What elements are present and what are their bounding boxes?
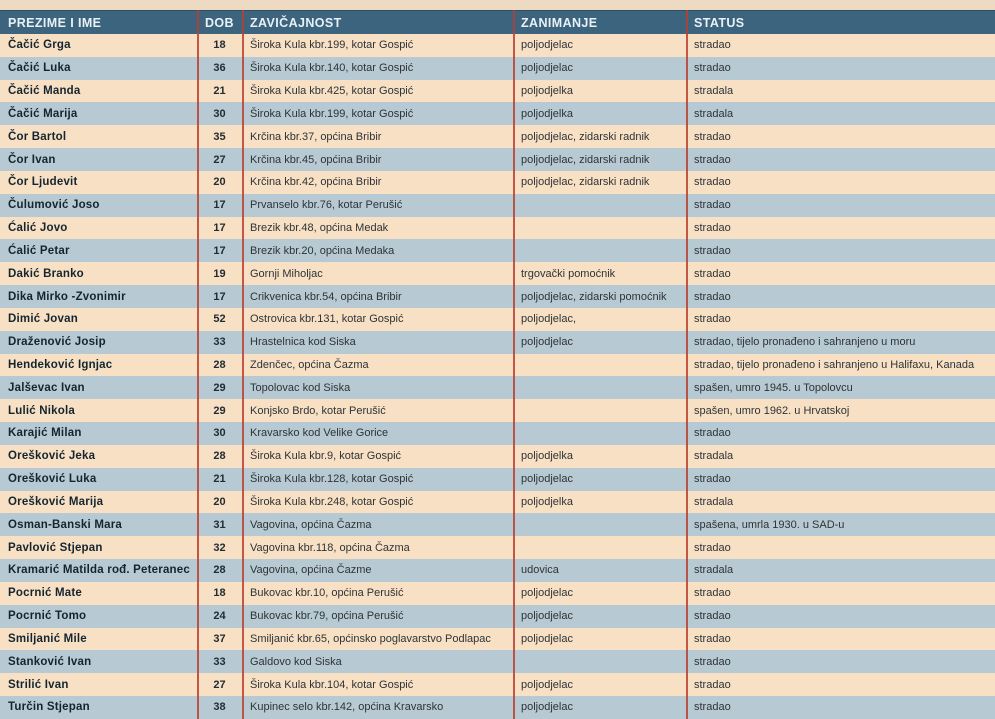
cell-name: Hendeković Ignjac bbox=[8, 359, 113, 371]
cell-origin: Bukovac kbr.79, općina Perušić bbox=[250, 610, 404, 623]
cell-name: Karajić Milan bbox=[8, 427, 82, 440]
cell-occupation bbox=[513, 422, 686, 445]
cell-status: stradao, tijelo pronađeno i sahranjeno u Halifaxu, Kanada bbox=[694, 359, 975, 371]
cell-name: Dimić Jovan bbox=[8, 313, 78, 326]
cell-status: stradao bbox=[694, 199, 731, 212]
cell-status: stradao bbox=[694, 153, 731, 166]
cell-occupation bbox=[513, 376, 686, 399]
table-row bbox=[0, 217, 995, 240]
cell-status: stradao bbox=[694, 130, 731, 143]
cell-age: 18 bbox=[213, 39, 226, 52]
table-row bbox=[0, 102, 995, 125]
column-header-zavicajnost: ZAVIČAJNOST bbox=[250, 15, 342, 30]
cell-age: 30 bbox=[213, 427, 226, 440]
cell-origin: Hrastelnica kod Siska bbox=[250, 336, 356, 349]
cell-name: Kramarić Matilda rođ. Peteranec bbox=[8, 564, 190, 577]
cell-name: Dakić Branko bbox=[8, 267, 84, 280]
cell-name: Turčin Stjepan bbox=[8, 701, 90, 714]
cell-status: stradao bbox=[694, 267, 731, 280]
cell-status: stradala bbox=[694, 85, 734, 98]
cell-occupation: poljodjelka bbox=[521, 495, 573, 508]
cell-age: 18 bbox=[213, 587, 226, 600]
cell-occupation: poljodjelac bbox=[521, 587, 573, 600]
cell-status: stradala bbox=[694, 495, 734, 508]
cell-status: stradao bbox=[694, 222, 731, 235]
table-row bbox=[0, 673, 995, 696]
column-header-status: STATUS bbox=[694, 15, 745, 30]
cell-name: Osman-Banski Mara bbox=[8, 518, 122, 531]
cell-occupation bbox=[513, 536, 686, 559]
table-row bbox=[0, 125, 995, 148]
table-header bbox=[0, 10, 995, 34]
table-row bbox=[0, 605, 995, 628]
cell-status: stradao bbox=[694, 290, 731, 303]
cell-occupation: poljodjelac bbox=[521, 701, 573, 714]
cell-age: 17 bbox=[213, 290, 226, 303]
cell-occupation: poljodjelac, zidarski radnik bbox=[521, 176, 650, 189]
cell-name: Draženović Josip bbox=[8, 336, 106, 349]
cell-occupation: udovica bbox=[521, 564, 559, 577]
cell-name: Čačić Manda bbox=[8, 85, 81, 98]
cell-occupation bbox=[513, 217, 686, 240]
cell-age: 28 bbox=[213, 564, 226, 577]
cell-occupation bbox=[513, 354, 686, 377]
cell-origin: Široka Kula kbr.199, kotar Gospić bbox=[250, 107, 414, 120]
cell-occupation: poljodjelac bbox=[521, 632, 573, 645]
cell-occupation: poljodjelac bbox=[521, 610, 573, 623]
cell-status: stradala bbox=[694, 450, 734, 463]
cell-origin: Topolovac kod Siska bbox=[250, 381, 351, 394]
cell-origin: Široka Kula kbr.248, kotar Gospić bbox=[250, 495, 414, 508]
cell-status: stradao bbox=[694, 39, 731, 52]
table-row bbox=[0, 468, 995, 491]
table-row bbox=[0, 285, 995, 308]
cell-age: 33 bbox=[213, 655, 226, 668]
cell-age: 29 bbox=[213, 404, 226, 417]
cell-status: stradao bbox=[694, 473, 731, 486]
cell-name: Strilić Ivan bbox=[8, 678, 69, 691]
cell-age: 31 bbox=[213, 518, 226, 531]
cell-age: 30 bbox=[213, 107, 226, 120]
cell-origin: Smiljanić kbr.65, općinsko poglavarstvo Podlapac bbox=[250, 632, 491, 645]
cell-status: stradao bbox=[694, 62, 731, 75]
table-row bbox=[0, 34, 995, 57]
cell-name: Čor Ivan bbox=[8, 153, 56, 166]
table-row bbox=[0, 80, 995, 103]
cell-status: spašen, umro 1962. u Hrvatskoj bbox=[694, 404, 850, 417]
table-row bbox=[0, 582, 995, 605]
cell-name: Čor Bartol bbox=[8, 130, 67, 143]
cell-origin: Krčina kbr.45, općina Bribir bbox=[250, 153, 382, 166]
cell-occupation: poljodjelac bbox=[521, 62, 573, 75]
cell-origin: Široka Kula kbr.199, kotar Gospić bbox=[250, 39, 414, 52]
cell-age: 20 bbox=[213, 176, 226, 189]
page-top-margin bbox=[0, 0, 995, 10]
cell-status: stradala bbox=[694, 564, 734, 577]
cell-name: Orešković Marija bbox=[8, 495, 104, 508]
cell-status: stradao bbox=[694, 678, 731, 691]
table-row bbox=[0, 354, 995, 377]
cell-origin: Krčina kbr.37, općina Bribir bbox=[250, 130, 382, 143]
cell-origin: Krčina kbr.42, općina Bribir bbox=[250, 176, 382, 189]
table-row bbox=[0, 696, 995, 719]
cell-occupation: poljodjelac, bbox=[521, 313, 577, 326]
table-row bbox=[0, 148, 995, 171]
table-row bbox=[0, 239, 995, 262]
cell-origin: Široka Kula kbr.128, kotar Gospić bbox=[250, 473, 414, 486]
cell-name: Lulić Nikola bbox=[8, 404, 75, 417]
cell-age: 20 bbox=[213, 495, 226, 508]
cell-status: stradao bbox=[694, 701, 731, 714]
cell-age: 21 bbox=[213, 473, 226, 486]
cell-origin: Vagovina, općina Čazma bbox=[250, 518, 372, 531]
cell-status: stradao bbox=[694, 610, 731, 623]
cell-age: 17 bbox=[213, 199, 226, 212]
cell-age: 29 bbox=[213, 381, 226, 394]
cell-age: 21 bbox=[213, 85, 226, 98]
cell-status: stradao bbox=[694, 541, 731, 554]
cell-name: Pavlović Stjepan bbox=[8, 541, 103, 554]
table-row bbox=[0, 399, 995, 422]
cell-origin: Kravarsko kod Velike Gorice bbox=[250, 427, 389, 440]
cell-occupation bbox=[513, 399, 686, 422]
cell-occupation bbox=[513, 194, 686, 217]
cell-age: 38 bbox=[213, 701, 226, 714]
table-row bbox=[0, 57, 995, 80]
cell-status: stradao bbox=[694, 313, 731, 326]
column-header-prezime-i-ime: PREZIME I IME bbox=[8, 15, 102, 30]
cell-age: 36 bbox=[213, 62, 226, 75]
cell-age: 27 bbox=[213, 678, 226, 691]
cell-age: 27 bbox=[213, 153, 226, 166]
cell-origin: Zdenčec, općina Čazma bbox=[250, 359, 369, 371]
cell-name: Ćalić Jovo bbox=[8, 222, 68, 235]
cell-occupation: poljodjelac bbox=[521, 473, 573, 486]
column-header-dob: DOB bbox=[205, 15, 234, 30]
table-row bbox=[0, 171, 995, 194]
cell-occupation: poljodjelac, zidarski pomoćnik bbox=[521, 290, 667, 303]
cell-occupation bbox=[513, 513, 686, 536]
cell-name: Čor Ljudevit bbox=[8, 176, 78, 189]
cell-age: 19 bbox=[213, 267, 226, 280]
table-row bbox=[0, 650, 995, 673]
cell-name: Čačić Grga bbox=[8, 39, 71, 52]
table-row bbox=[0, 536, 995, 559]
cell-name: Orešković Luka bbox=[8, 473, 97, 486]
cell-status: spašen, umro 1945. u Topolovcu bbox=[694, 381, 853, 394]
cell-origin: Kupinec selo kbr.142, općina Kravarsko bbox=[250, 701, 444, 714]
cell-name: Čačić Luka bbox=[8, 62, 71, 75]
cell-origin: Galdovo kod Siska bbox=[250, 655, 342, 668]
cell-occupation: poljodjelka bbox=[521, 107, 573, 120]
cell-age: 28 bbox=[213, 359, 226, 371]
cell-age: 33 bbox=[213, 336, 226, 349]
cell-origin: Prvanselo kbr.76, kotar Perušić bbox=[250, 199, 403, 212]
cell-occupation: poljodjelka bbox=[521, 85, 573, 98]
cell-name: Dika Mirko -Zvonimir bbox=[8, 290, 126, 303]
cell-status: stradala bbox=[694, 107, 734, 120]
table-row bbox=[0, 331, 995, 354]
cell-origin: Crikvenica kbr.54, općina Bribir bbox=[250, 290, 402, 303]
table-row bbox=[0, 559, 995, 582]
table-row bbox=[0, 445, 995, 468]
cell-name: Jalševac Ivan bbox=[8, 381, 85, 394]
cell-occupation: trgovački pomoćnik bbox=[521, 267, 616, 280]
table-row bbox=[0, 513, 995, 536]
cell-status: stradao bbox=[694, 587, 731, 600]
cell-origin: Široka Kula kbr.104, kotar Gospić bbox=[250, 678, 414, 691]
cell-age: 37 bbox=[213, 632, 226, 645]
table-body bbox=[0, 34, 995, 719]
cell-name: Čačić Marija bbox=[8, 107, 78, 120]
cell-origin: Vagovina kbr.118, općina Čazma bbox=[250, 541, 410, 554]
table-row bbox=[0, 194, 995, 217]
cell-origin: Gornji Miholjac bbox=[250, 267, 323, 280]
table-row bbox=[0, 422, 995, 445]
cell-name: Pocrnić Mate bbox=[8, 587, 82, 600]
cell-occupation: poljodjelac bbox=[521, 678, 573, 691]
cell-occupation bbox=[513, 650, 686, 673]
cell-origin: Široka Kula kbr.9, kotar Gospić bbox=[250, 450, 402, 463]
cell-status: stradao bbox=[694, 655, 731, 668]
cell-name: Ćalić Petar bbox=[8, 244, 70, 257]
table-row bbox=[0, 308, 995, 331]
cell-age: 28 bbox=[213, 450, 226, 463]
cell-occupation bbox=[513, 239, 686, 262]
cell-name: Orešković Jeka bbox=[8, 450, 96, 463]
cell-origin: Bukovac kbr.10, općina Perušić bbox=[250, 587, 404, 600]
cell-origin: Široka Kula kbr.425, kotar Gospić bbox=[250, 85, 414, 98]
cell-status: stradao bbox=[694, 632, 731, 645]
cell-occupation: poljodjelac, zidarski radnik bbox=[521, 153, 650, 166]
cell-status: stradao bbox=[694, 176, 731, 189]
table-row bbox=[0, 491, 995, 514]
cell-status: stradao bbox=[694, 244, 731, 257]
cell-origin: Vagovina, općina Čazme bbox=[250, 564, 372, 577]
cell-name: Čulumović Joso bbox=[8, 199, 100, 212]
cell-occupation: poljodjelac, zidarski radnik bbox=[521, 130, 650, 143]
table-row bbox=[0, 376, 995, 399]
cell-age: 52 bbox=[213, 313, 226, 326]
cell-age: 24 bbox=[213, 610, 226, 623]
cell-name: Smiljanić Mile bbox=[8, 632, 87, 645]
cell-origin: Konjsko Brdo, kotar Perušić bbox=[250, 404, 386, 417]
table-row bbox=[0, 628, 995, 651]
cell-age: 35 bbox=[213, 130, 226, 143]
cell-age: 17 bbox=[213, 222, 226, 235]
cell-occupation: poljodjelka bbox=[521, 450, 573, 463]
cell-occupation: poljodjelac bbox=[521, 39, 573, 52]
cell-age: 32 bbox=[213, 541, 226, 554]
cell-status: stradao, tijelo pronađeno i sahranjeno u moru bbox=[694, 336, 916, 349]
cell-name: Stanković Ivan bbox=[8, 655, 92, 668]
cell-origin: Brezik kbr.20, općina Medaka bbox=[250, 244, 395, 257]
cell-origin: Ostrovica kbr.131, kotar Gospić bbox=[250, 313, 404, 326]
cell-age: 17 bbox=[213, 244, 226, 257]
column-header-zanimanje: ZANIMANJE bbox=[521, 15, 598, 30]
cell-origin: Široka Kula kbr.140, kotar Gospić bbox=[250, 62, 414, 75]
cell-origin: Brezik kbr.48, općina Medak bbox=[250, 222, 389, 235]
cell-occupation: poljodjelac bbox=[521, 336, 573, 349]
cell-status: stradao bbox=[694, 427, 731, 440]
cell-status: spašena, umrla 1930. u SAD-u bbox=[694, 518, 845, 531]
table-row bbox=[0, 262, 995, 285]
cell-name: Pocrnić Tomo bbox=[8, 610, 87, 623]
